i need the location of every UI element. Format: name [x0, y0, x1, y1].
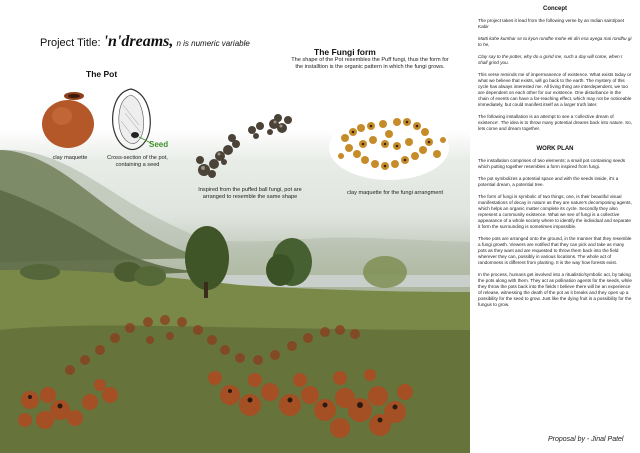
concept-paragraph-2: The following installation is an attempt to see a 'collective dream of existence'. The idea is to throw many potential dreams back into nature. So, lets come and dream together.: [478, 114, 633, 131]
work-plan-paragraph-1: The installation comprises of two elements; a small pot containing seeds which putting together resembles a form inspired from fungi.: [478, 158, 626, 169]
title-subtitle: n is numeric variable: [176, 39, 250, 48]
concept-verse-english: Clay say to the potter, why do u grind me, such a day will come, when I shall grind you.: [478, 54, 623, 65]
seed-label: Seed: [149, 140, 169, 149]
title-main: 'n'dreams,: [103, 33, 174, 50]
fungi-caption-inspiration: [195, 187, 305, 201]
proposal-signature: Proposal by - Jinal Patel: [548, 436, 624, 443]
fungi-caption-text: Inspired from the puffed ball fungi, pot are arranged to resemble the same shape: [198, 187, 302, 200]
pot-caption-cross-section: Cross-section of the pot, containing a seed: [107, 155, 168, 168]
fungi-description: The shape of the Pot resembles the Puff fungi, thus the form for the installtion is the organic pattern in which the fungi grows.: [291, 57, 449, 70]
fungi-caption-maquette: clay maquette for the fungi arrangment: [346, 190, 444, 196]
title-prefix: Project Title:: [40, 37, 101, 49]
pot-heading: The Pot: [86, 69, 118, 79]
clay-pot-image: [38, 88, 98, 150]
concept-paragraph-1: This verse reminds me of impermanence of existence. What exists today or what we believe that exists, will go back to the earth. The mystery of this cycle has always interested me. All living thing are interdependent, we too are dependent on each other for our existence. One disturbance in the chain of events can have a far-reaching effect, which may not be noticeable immediately, but could manifest itself as a larger truth later.: [478, 72, 632, 107]
text-panel: [470, 0, 640, 453]
work-plan-paragraph-2: The pot symbolizes a potential space and with the seeds inside, it's a potential dream, a potential tree.: [478, 176, 619, 187]
work-plan-paragraph-4: These pots are arranged onto the ground, in the manner that they resemble a fungi growth. Viewers are notified that they can pick and take as many pots as they want and are requested to throw them back into the field wherever they can, possibly in various locations. The whole act of randomness is different from planting. It is the way how forests exist.: [478, 236, 632, 265]
fungi-maquette-photo: [325, 110, 455, 185]
work-plan-paragraph-3: The form of fungi is symbolic of two things, one, is their beautiful visual manifestations of decay in nature as they are nature's decomposing agents, which helps an organic matter complete its cycle. Secondly they also represent a community existence. What we see of fungi is a collective appearance of a whole society where to identify the individual and separate it form the surrounding is sometimes impossible.: [478, 194, 632, 229]
work-plan-heading: WORK PLAN: [536, 146, 574, 152]
pot-caption-maquette: clay maquette: [52, 155, 88, 161]
fungi-heading: The Fungi form: [314, 47, 376, 57]
concept-heading: Concept: [543, 6, 567, 12]
project-title: [40, 33, 250, 51]
concept-verse-hindi: Matti kahe kumhar se tu kyon rondhe mohe ek din esa ayega mai rondhu gi to he,: [478, 36, 632, 47]
work-plan-paragraph-5: In the process, humans get involved into a ritualistic/symbolic act, by taking the pots along with them. They act as pollination agents for the seeds, while they throw the pots back into the fields I believe there will be an experience of release, witnessing the death of the pot as it breaks and they open up a possibility for the seed to grow. Just like the dying fruit is a possibility for the fungus to grow.: [478, 272, 632, 307]
puffball-fungi-photo: [190, 110, 300, 182]
concept-intro: The project takes it lead from the following verse by an Indian saint/poet Kabir: [478, 18, 625, 29]
